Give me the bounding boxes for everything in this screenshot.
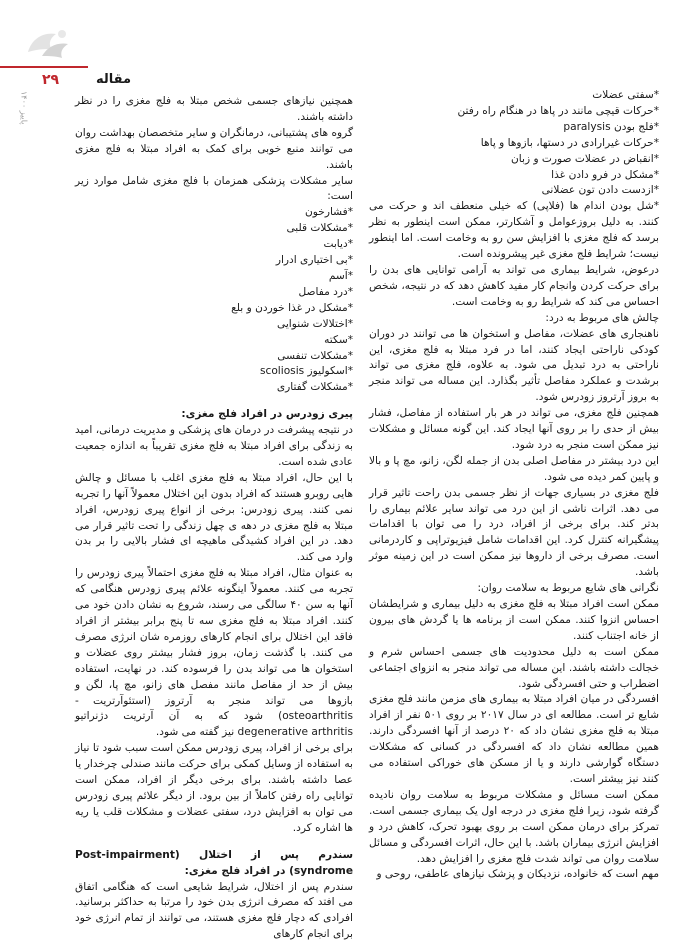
paragraph: درعوض، شرایط بیماری می تواند به آرامی توانایی های بدن را برای حرکت کردن وانجام کار مفید کاهش دهد که در نتیجه، شخص احساس می کند که شرایط رو به وخامت است.	[369, 263, 659, 311]
list-item: *اختلالات شنوایی	[75, 317, 353, 333]
section-heading: پیری زودرس در افراد فلج مغزی:	[75, 407, 353, 423]
paragraph: سندرم پس از اختلال، شرایط شایعی است که هنگامی اتفاق می افتد که مصرف انرژی بدن خود را مرتبا به حداکثر برسانید. افرادی که دچار فلج مغزی هستند، می توانند از تمام انرژی خود برای انجام کارهای	[75, 880, 353, 943]
paragraph: مهم است که خانواده، نزدیکان و پزشک نیازهای عاطفی، روحی و	[369, 867, 659, 883]
article-column-right	[369, 88, 659, 883]
paragraph: برای برخی از افراد، پیری زودرس ممکن است سبب شود تا نیاز به استفاده از وسایل کمکی برای حرکت مانند صندلی چرخدار یا عصا داشته باشند. برای برخی دیگر از افراد، ممکن است توانایی راه رفتن کاملاً از بین برود. از دیگر علائم پیری زودرس می توان به افزایش درد، سفتی عضلات و مشکلات قلب یا ریه ها اشاره کرد.	[75, 741, 353, 836]
list-item: *بی اختیاری ادرار	[75, 253, 353, 269]
list-item: *فلج بودن paralysis	[369, 120, 659, 136]
paragraph: همچنین فلج مغزی، می تواند در هر بار استفاده از مفاصل، فشار بیش از حدی را بر روی آنها ایجاد کند. این گونه مسائل و مشکلات نیز ممکن است منجر به درد شود.	[369, 406, 659, 454]
list-item: *اسکولیوز scoliosis	[75, 364, 353, 380]
list-item: *مشکل در فرو دادن غذا	[369, 168, 659, 184]
page-number: ۲۹	[42, 72, 59, 88]
list-item: *حرکات قیچی مانند در پاها در هنگام راه رفتن	[369, 104, 659, 120]
paragraph: ممکن است به دلیل محدودیت های جسمی احساس شرم و خجالت داشته باشند. این مساله می تواند منجر به انزوای اجتماعی اضطراب و حتی افسردگی شود.	[369, 645, 659, 693]
list-item: *انقباض در عضلات صورت و زبان	[369, 152, 659, 168]
paragraph: به عنوان مثال، افراد مبتلا به فلج مغزی احتمالاً پیری زودرس را تجربه می کنند. معمولاً اینگونه علائم پیری زودرس هنگامی که آنها به سن ۴۰ سالگی می رسند، شروع به نشان دادن خود می کنند. افراد مبتلا به فلج مغزی سه تا پنج برابر بیشتر از افراد فاقد این اختلال برای انجام کارهای روزمره شان انرژی مصرف می کنند. با گذشت زمان، بروز فشار بیشتر روی عضلات و استخوان ها می تواند بدن را فرسوده کند. در نهایت، استفاده بیش از حد از مفاصل مانند مفصل های زانو، مچ پا، لگن و بازوها می تواند منجر به آرتروز (استئوآرتریت - osteoarthritis) شود که به آن آرتریت دژنراتیو degenerative arthritis نیز گفته می شود.	[75, 566, 353, 741]
side-issue-strip	[14, 80, 34, 136]
paragraph: ناهنجاری های عضلات، مفاصل و استخوان ها می توانند در دوران کودکی ناراحتی ایجاد کنند، اما در فرد مبتلا به فلج مغزی، این ناراحتی به درد تبدیل می شود. به علاوه، فلج مغزی می تواند برشدت و عملکرد مفاصل تأثیر بگذارد. این مساله می تواند منجر به بروز آرتروز زودرس شود.	[369, 327, 659, 407]
magazine-logo-icon	[22, 22, 74, 66]
paragraph: نگرانی های شایع مربوط به سلامت روان:	[369, 581, 659, 597]
paragraph: *شل بودن اندام ها (فلاپی) که خیلی منعطف اند و حرکت می کنند. به دلیل بروزعوامل و آشکارتر، ممکن است اینطور به نظر برسد که فلج مغزی با افزایش سن رو به وخامت است. اما اینطور نیست؛ شرایط فلج مغزی غیر پیشرونده است.	[369, 199, 659, 263]
list-item: *سکته	[75, 333, 353, 349]
section-heading: سندرم پس از اختلال (Post-impairment syndrome) در افراد فلج مغزی:	[75, 848, 353, 880]
list-item: *آسم	[75, 269, 353, 285]
paragraph: این درد بیشتر در مفاصل اصلی بدن از جمله لگن، زانو، مچ پا و بالا و پایین کمر دیده می شود.	[369, 454, 659, 486]
paragraph: گروه های پشتیبانی، درمانگران و سایر متخصصان بهداشت روان می توانند منبع خوبی برای کمک به افراد مبتلا به فلج مغزی باشند.	[75, 126, 353, 174]
list-item: *مشکلات قلبی	[75, 221, 353, 237]
paragraph: ممکن است مسائل و مشکلات مربوط به سلامت روان نادیده گرفته شود، زیرا فلج مغزی در درجه اول یک بیماری جسمی است. تمرکز برای درمان ممکن است بر روی بهبود تحرک، کاهش درد و افزایش انرژی بیماران باشد. با این حال، اثرات افسردگی و مسائل سلامت روان می تواند شدت فلج مغزی را افزایش دهد.	[369, 788, 659, 868]
paragraph: همچنین نیازهای جسمی شخص مبتلا به فلج مغزی را در نظر داشته باشند.	[75, 94, 353, 126]
paragraph: چالش های مربوط به درد:	[369, 311, 659, 327]
list-item: *مشکلات گفتاری	[75, 380, 353, 396]
list-item: *مشکلات تنفسی	[75, 349, 353, 365]
list-item: *دیابت	[75, 237, 353, 253]
list-item: *درد مفاصل	[75, 285, 353, 301]
issue-date-text: پاییز ۱۴۰۰	[20, 91, 29, 124]
list-item: *فشارخون	[75, 205, 353, 221]
paragraph: ممکن است افراد مبتلا به فلج مغزی به دلیل بیماری و شرایطشان احساس انزوا کنند. ممکن است از برنامه ها یا گردش های بیرون از خانه اجتناب کنند.	[369, 597, 659, 645]
header-rule	[0, 66, 88, 68]
article-column-left	[75, 94, 353, 943]
paragraph: سایر مشکلات پزشکی همزمان با فلج مغزی شامل موارد زیر است:	[75, 174, 353, 206]
paragraph: فلج مغزی در بسیاری جهات از نظر جسمی بدن راحت تاثیر قرار می دهد. اثرات ناشی از این درد می تواند سایر علائم بیماری را بدتر کند. برای برخی از افراد، درد را می توان با اقدامات پیشگیرانه کنترل کرد. این اقدامات شامل فیزیوتراپی و کاردرمانی است. مصرف برخی از داروها نیز ممکن است در این زمینه موثر باشد.	[369, 486, 659, 581]
list-item: *ازدست دادن تون عضلانی	[369, 183, 659, 199]
paragraph: در نتیجه پیشرفت در درمان های پزشکی و مدیریت درمانی، امید به زندگی برای افراد مبتلا به فلج مغزی تقریباً به اندازه جمعیت عادی شده است.	[75, 423, 353, 471]
list-item: *حرکات غیرارادی در دستها، بازوها و پاها	[369, 136, 659, 152]
section-label: مقاله	[96, 72, 131, 87]
list-item: *مشکل در غذا خوردن و بلع	[75, 301, 353, 317]
paragraph: با این حال، افراد مبتلا به فلج مغزی اغلب با مسائل و چالش هایی روبرو هستند که افراد بدون این اختلال معمولاً آنها را تجربه نمی کنند. پیری زودرس: برخی از انواع پیری زودرس، افراد مبتلا به فلج مغزی در دهه ی چهل زندگی را تحت تاثیر قرار می دهد. در این افراد کشیدگی ماهیچه ای فشار بالایی را بر بدن وارد می کند.	[75, 471, 353, 566]
paragraph: افسردگی در میان افراد مبتلا به بیماری های مزمن مانند فلج مغزی شایع تر است. مطالعه ای در سال ۲۰۱۷ بر روی ۵۰۱ نفر از افراد مبتلا به فلج مغزی نشان داد که ۲۰ درصد از آنها افسردگی دارند. همین مطالعه نشان داد که افسردگی در کسانی که مشکلات دستگاه گوارشی دارند و یا از مسکن های خوراکی استفاده می کنند نیز بیشتر است.	[369, 692, 659, 787]
list-item: *سفتی عضلات	[369, 88, 659, 104]
